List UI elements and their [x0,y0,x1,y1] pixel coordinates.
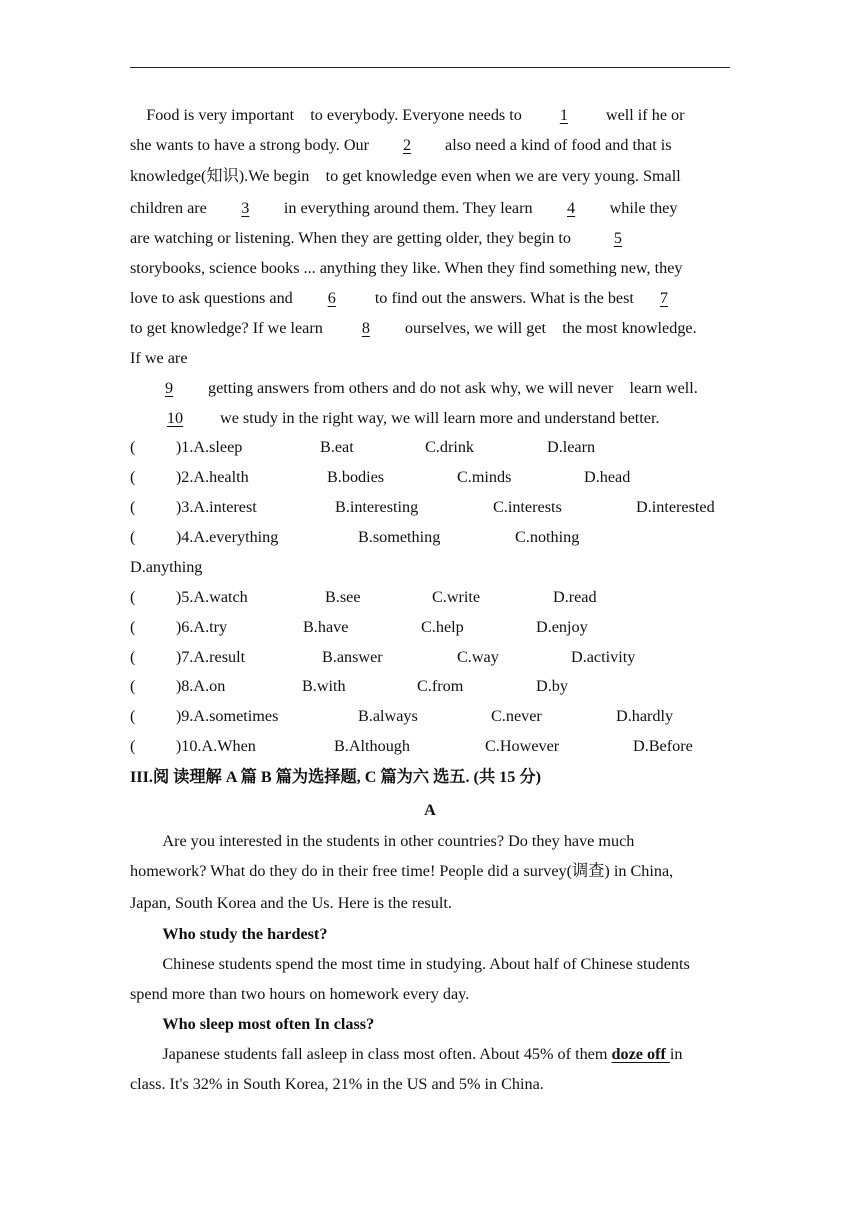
question-1-option-d[interactable]: D.learn [547,438,596,456]
question-5-stem: ( )5.A.watch [130,588,248,606]
blank-4[interactable]: 4 [567,199,576,217]
subheading-2: Who sleep most often In class? [162,1015,375,1033]
question-5-option-b[interactable]: B.see [325,588,361,606]
question-2-stem: ( )2.A.health [130,468,249,486]
question-10-option-b[interactable]: B.Although [334,737,410,755]
paragraph-1-line-3: Japan, South Korea and the Us. Here is the result. [130,894,452,912]
question-10-option-d[interactable]: D.Before [633,737,693,755]
question-4-option-c[interactable]: C.nothing [515,528,580,546]
paragraph-1-line-1: Are you interested in the students in other countries? Do they have much [162,832,635,850]
blank-10[interactable]: 10 [166,409,184,427]
passage-line-7: love to ask questions and 6 to find out the answers. What is the best 7 [130,288,694,308]
passage-line-5: are watching or listening. When they are getting older, they begin to 5 [130,228,665,248]
question-10-stem: ( )10.A.When [130,737,256,755]
header-rule [130,67,730,68]
blank-9[interactable]: 9 [164,379,174,397]
question-3-option-d[interactable]: D.interested [636,498,715,516]
subheading-1: Who study the hardest? [162,925,328,943]
question-4-stem: ( )4.A.everything [130,528,279,546]
question-5-option-d[interactable]: D.read [553,588,597,606]
question-1-option-c[interactable]: C.drink [425,438,475,456]
paragraph-2-line-2: spend more than two hours on homework every day. [130,985,470,1003]
question-6-option-d[interactable]: D.enjoy [536,618,588,636]
question-1-stem: ( )1.A.sleep [130,438,243,456]
section-heading: III.阅 读理解 A 篇 B 篇为选择题, C 篇为六 选五. (共 15 分) [130,768,541,786]
blank-5[interactable]: 5 [613,229,622,247]
question-8-stem: ( )8.A.on [130,677,226,695]
question-8-option-b[interactable]: B.with [302,677,346,695]
question-2-option-c[interactable]: C.minds [457,468,512,486]
paragraph-1-line-2: homework? What do they do in their free time! People did a survey(调查) in China, [130,862,674,880]
paragraph-3-line-2: class. It's 32% in South Korea, 21% in the US and 5% in China. [130,1075,544,1093]
question-5-option-c[interactable]: C.write [432,588,481,606]
blank-1[interactable]: 1 [559,106,568,124]
passage-line-11: 10 we study in the right way, we will learn more and understand better. [130,408,660,428]
paragraph-3-line-1: Japanese students fall asleep in class most often. About 45% of them doze off in [162,1045,683,1063]
underlined-phrase: doze off [611,1045,670,1063]
question-8-option-c[interactable]: C.from [417,677,464,695]
passage-line-6: storybooks, science books ... anything they like. When they find something new, they [130,259,683,277]
paragraph-2-line-1: Chinese students spend the most time in studying. About half of Chinese students [162,955,690,973]
question-2-option-d[interactable]: D.head [584,468,631,486]
question-7-stem: ( )7.A.result [130,648,246,666]
question-8-option-d[interactable]: D.by [536,677,568,695]
blank-8[interactable]: 8 [361,319,370,337]
blank-2[interactable]: 2 [402,136,412,154]
passage-line-2: she wants to have a strong body. Our 2 also need a kind of food and that is [130,136,672,154]
question-9-stem: ( )9.A.sometimes [130,707,279,725]
question-3-option-b[interactable]: B.interesting [335,498,419,516]
question-3-stem: ( )3.A.interest [130,498,257,516]
part-a-label: A [424,801,436,819]
question-7-option-d[interactable]: D.activity [571,648,636,666]
blank-7[interactable]: 7 [659,289,668,307]
blank-6[interactable]: 6 [327,289,336,307]
question-6-stem: ( )6.A.try [130,618,228,636]
question-4-option-d[interactable]: D.anything [130,558,203,576]
question-6-option-c[interactable]: C.help [421,618,464,636]
passage-line-8: to get knowledge? If we learn 8 ourselves, we will get the most knowledge. [130,319,697,337]
passage-line-3: knowledge(知识).We begin to get knowledge even when we are very young. Small [130,167,681,185]
question-4-option-b[interactable]: B.something [358,528,441,546]
question-9-option-d[interactable]: D.hardly [616,707,674,725]
passage-line-10: 9 getting answers from others and do not ask why, we will never learn well. [130,378,698,398]
question-7-option-c[interactable]: C.way [457,648,499,666]
question-1-option-b[interactable]: B.eat [320,438,354,456]
question-7-option-b[interactable]: B.answer [322,648,383,666]
passage-line-1: Food is very important to everybody. Everyone needs to 1 well if he or [146,106,685,124]
question-10-option-c[interactable]: C.However [485,737,560,755]
question-6-option-b[interactable]: B.have [303,618,349,636]
passage-line-4: children are 3 in everything around them. They learn 4 while they [130,199,678,217]
question-9-option-b[interactable]: B.always [358,707,418,725]
passage-line-9: If we are [130,349,188,367]
question-3-option-c[interactable]: C.interests [493,498,562,516]
question-2-option-b[interactable]: B.bodies [327,468,385,486]
question-9-option-c[interactable]: C.never [491,707,542,725]
blank-3[interactable]: 3 [241,199,250,217]
